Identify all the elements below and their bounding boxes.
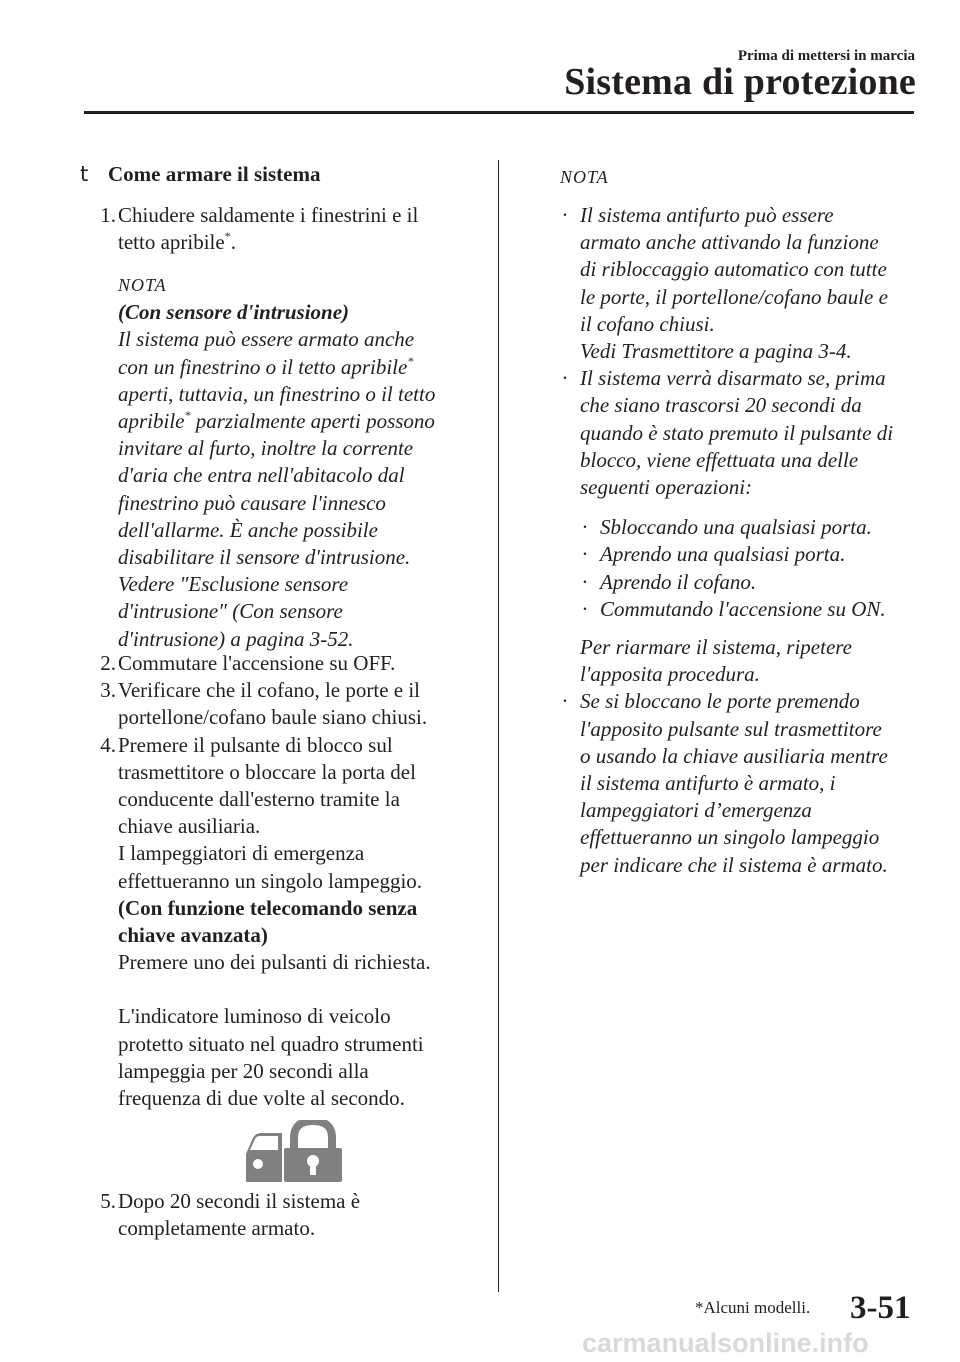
step-condition: (Con funzione telecomando senza: [118, 895, 418, 920]
note-text: d'intrusione) a pagina 3-52.: [118, 626, 354, 651]
footnote: *Alcuni modelli.: [695, 1298, 811, 1317]
note-condition: (Con sensore d'intrusione): [118, 300, 350, 325]
note-label: NOTA: [118, 275, 167, 295]
step-text: Chiudere saldamente i finestrini e il: [118, 203, 419, 227]
step-condition: chiave avanzata): [118, 923, 268, 948]
note-text: disabilitare il sensore d'intrusione.: [118, 545, 411, 570]
step-text: chiave ausiliaria.: [118, 814, 261, 839]
sub-item-text: Aprendo il cofano.: [600, 569, 757, 594]
bullet-text: Per riarmare il sistema, ripetere: [580, 635, 852, 660]
bullet-text: di ribloccaggio automatico con tutte: [580, 257, 887, 282]
step-text: portellone/cofano baule siano chiusi.: [118, 705, 428, 730]
page-number: 3-51: [850, 1290, 911, 1326]
chapter-title: Sistema di protezione: [564, 61, 916, 103]
sub-item: [562, 514, 922, 541]
bullet-item: [562, 202, 922, 229]
step-text: I lampeggiatori di emergenza: [118, 841, 365, 866]
sub-item: [562, 596, 922, 623]
section-heading: [80, 162, 320, 187]
sub-item-text: Sbloccando una qualsiasi porta.: [600, 515, 872, 540]
bullet: ·: [562, 689, 568, 714]
step-number: 2.: [100, 651, 116, 675]
bullet-item: [562, 365, 922, 392]
watermark: carmanualsonline.info: [582, 1328, 869, 1358]
step-text: Dopo 20 secondi il sistema è: [118, 1189, 361, 1213]
step-number: 3.: [100, 678, 116, 703]
step-3: [86, 677, 486, 704]
note-box-right: [562, 164, 922, 191]
sub-item: [562, 569, 922, 596]
section-header: Prima di mettersi in marcia: [737, 48, 915, 64]
car-lock-icon: [244, 1120, 344, 1184]
step-text: protetto situato nel quadro strumenti: [118, 1031, 424, 1056]
bullet-text: le porte, il portellone/cofano baule e: [580, 284, 888, 309]
step-text: lampeggia per 20 secondi alla: [118, 1058, 369, 1083]
step-text: Premere il pulsante di blocco sul: [118, 732, 393, 757]
header-rule: [84, 111, 914, 114]
bullet-text: l'apposita procedura.: [580, 662, 760, 687]
note-text: Vedere "Esclusione sensore: [118, 572, 349, 597]
bullet-text: il cofano chiusi.: [580, 311, 715, 336]
step-text: tetto apribile: [118, 230, 225, 255]
bullet: ·: [582, 569, 588, 594]
note-text: invitare al furto, inoltre la corrente: [118, 436, 414, 461]
step-text: conducente dall'esterno tramite la: [118, 787, 400, 812]
bullet-text: lampeggiatori d’emergenza: [580, 798, 812, 823]
bullet-text: seguenti operazioni:: [580, 475, 753, 500]
step-5: [86, 1188, 486, 1242]
note-text: Il sistema può essere armato anche: [118, 327, 415, 352]
note-text: apribile: [118, 409, 185, 434]
bullet-text: Il sistema antifurto può essere: [580, 203, 834, 227]
steps-2-4: [86, 650, 486, 1112]
sub-item: [562, 541, 922, 568]
step-text: completamente armato.: [118, 1216, 316, 1241]
note-text-line: [118, 408, 478, 435]
step-text: Commutare l'accensione su OFF.: [118, 651, 396, 675]
note-box-left: [118, 272, 478, 653]
bullet-text: o usando la chiave ausiliaria mentre: [580, 743, 888, 768]
note-bullets: [562, 202, 922, 879]
bullet-text: Se si bloccano le porte premendo: [580, 689, 860, 714]
step-2: [86, 650, 486, 677]
step-text: .: [230, 230, 236, 255]
bullet-text: quando è stato premuto il pulsante di: [580, 420, 894, 445]
footnote-marker: *: [407, 353, 414, 368]
step-4: [86, 732, 486, 759]
sub-item-text: Commutando l'accensione su ON.: [600, 596, 886, 621]
note-text: aperti, tuttavia, un finestrino o il tetto: [118, 381, 436, 406]
bullet-text: che siano trascorsi 20 secondi da: [580, 393, 862, 418]
bullet-text: l'apposito pulsante sul trasmettitore: [580, 716, 882, 741]
bullet: ·: [582, 515, 588, 540]
bullet: ·: [582, 596, 588, 621]
step-number: 5.: [100, 1189, 116, 1213]
bullet-text: Il sistema verrà disarmato se, prima: [580, 366, 886, 391]
bullet-text: il sistema antifurto è armato, i: [580, 771, 836, 796]
bullet-text: blocco, viene effettuata una delle: [580, 447, 859, 472]
note-text: d'intrusione" (Con sensore: [118, 599, 343, 624]
bullet-text: armato anche attivando la funzione: [580, 230, 879, 255]
step-text: frequenza di due volte al secondo.: [118, 1086, 405, 1111]
note-text-line: [118, 354, 478, 381]
step-text: Verificare che il cofano, le porte e il: [118, 678, 421, 703]
note-text: finestrino può causare l'innesco: [118, 490, 386, 515]
bullet: ·: [562, 366, 568, 391]
bullet-item: [562, 688, 922, 715]
bullet: ·: [582, 542, 588, 567]
sub-item-text: Aprendo una qualsiasi porta.: [600, 542, 846, 567]
footnote-marker: *: [184, 408, 191, 423]
bullet-text: effettueranno un singolo lampeggio: [580, 825, 880, 850]
step-text: Premere uno dei pulsanti di richiesta.: [118, 950, 431, 975]
note-text: con un finestrino o il tetto apribile: [118, 354, 408, 379]
note-text: dell'allarme. È anche possibile: [118, 517, 378, 542]
bullet: ·: [562, 203, 568, 227]
bullet-text: Vedi Trasmettitore a pagina 3-4.: [580, 339, 852, 364]
footnote-marker: *: [224, 229, 231, 244]
sub-list: [562, 514, 922, 623]
note-text: parzialmente aperti possono: [190, 409, 435, 434]
step-text: L'indicatore luminoso di veicolo: [118, 1004, 391, 1029]
heading-bullet: t: [80, 162, 89, 186]
step-text: trasmettitore o bloccare la porta del: [118, 759, 416, 784]
column-divider: [498, 160, 499, 1292]
note-label: NOTA: [560, 167, 609, 187]
note-text: d'aria che entra nell'abitacolo dal: [118, 463, 405, 488]
step-1: [86, 202, 486, 256]
step-number: 4.: [100, 732, 116, 757]
step-number: 1.: [100, 203, 116, 227]
bullet-text: per indicare che il sistema è armato.: [580, 852, 888, 877]
heading-text: Come armare il sistema: [108, 162, 321, 186]
step-text: effettueranno un singolo lampeggio.: [118, 868, 423, 893]
